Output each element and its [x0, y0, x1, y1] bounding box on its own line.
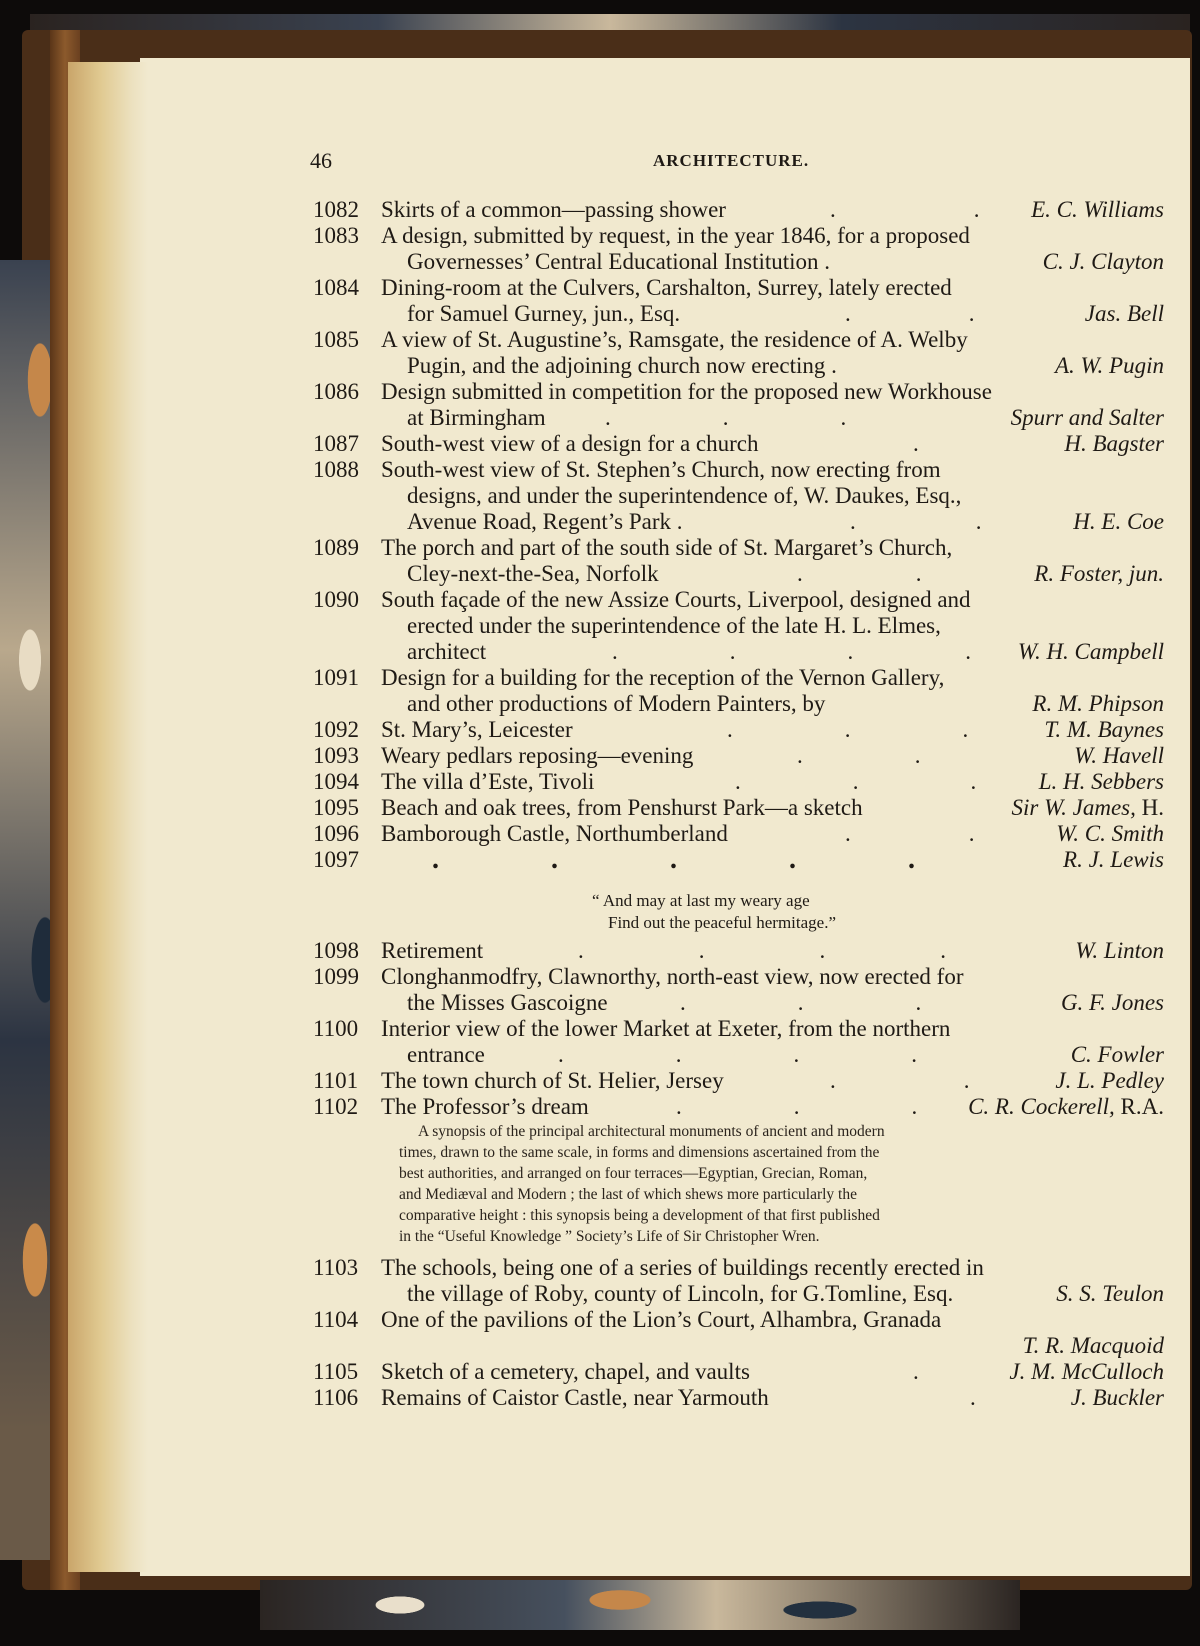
leader-dots: . . . . [558, 1042, 917, 1067]
catalogue-entry [0, 379, 1200, 405]
catalogue-entry [0, 457, 1200, 483]
catalogue-entry [0, 223, 1200, 249]
leader-dots: . . . [605, 405, 847, 430]
entry-title-line: Cley-next-the-Sea, Norfolk [407, 561, 659, 586]
catalogue-entry [0, 535, 1200, 561]
catalogue-entry [0, 844, 1200, 875]
entry-continuation [0, 509, 1200, 535]
entry-artist: Sir W. James, H. [1011, 795, 1164, 820]
entry-artist: W. Linton [1075, 938, 1164, 963]
entry-title-line: erected under the superintendence of the late H. L. Elmes, [407, 613, 941, 638]
catalogue-entry [0, 717, 1200, 743]
catalogue-entry [0, 1068, 1200, 1094]
entry-number: 1089 [313, 535, 359, 560]
entry-artist: S. S. Teulon [1056, 1281, 1164, 1306]
entry-continuation [0, 1281, 1200, 1307]
leader-dots: . . [830, 197, 980, 222]
entry-title: A view of St. Augustine’s, Ramsgate, the residence of A. Welby [381, 327, 968, 352]
catalogue-entry [0, 821, 1200, 847]
entry-title: The villa d’Este, Tivoli [381, 769, 595, 794]
entry-note-line: A synopsis of the principal architectural monuments of ancient and modern [418, 1123, 885, 1140]
catalogue-entry [0, 964, 1200, 990]
entry-title: Design submitted in competition for the proposed new Workhouse [381, 379, 992, 404]
entry-number: 1084 [313, 275, 359, 300]
entry-number: 1103 [313, 1255, 359, 1280]
catalogue-entry [0, 1385, 1200, 1411]
leader-dots: . . [845, 821, 975, 846]
entry-title: The town church of St. Helier, Jersey [381, 1068, 724, 1093]
entry-continuation [0, 353, 1200, 379]
entry-continuation [0, 990, 1200, 1016]
entry-artist: W. H. Campbell [1017, 639, 1164, 664]
entry-artist: T. M. Baynes [1044, 717, 1164, 742]
entry-number: 1087 [313, 431, 359, 456]
entry-number: 1100 [313, 1016, 359, 1041]
catalogue-entry [0, 743, 1200, 769]
leader-dots: . [913, 431, 919, 456]
entry-title: St. Mary’s, Leicester [381, 717, 573, 742]
entry-artist: Jas. Bell [1084, 301, 1164, 326]
catalogue-entry [0, 1255, 1200, 1281]
entry-note-line: comparative height : this synopsis being a development of that first published [399, 1207, 880, 1224]
entry-title: The schools, being one of a series of buildings recently erected in [381, 1255, 984, 1280]
entry-note-line: and Mediæval and Modern ; the last of which shews more particularly the [399, 1186, 857, 1203]
entry-artist: R. Foster, jun. [1034, 561, 1164, 586]
entry-number: 1098 [313, 938, 359, 963]
catalogue-entry [0, 1094, 1200, 1120]
entry-note-line: times, drawn to the same scale, in forms and dimensions ascertained from the [399, 1144, 880, 1161]
entry-number: 1099 [313, 964, 359, 989]
entry-artist: A. W. Pugin [1054, 353, 1164, 378]
leader-dots: . . . . [612, 639, 971, 664]
entry-title-line: entrance [407, 1042, 485, 1067]
verse-quotation-line: “ And may at last my weary age [592, 891, 810, 910]
catalogue-entry [0, 1359, 1200, 1385]
leader-dots: . . [830, 1068, 970, 1093]
entry-title: South-west view of a design for a church [381, 431, 759, 456]
entry-title: Sketch of a cemetery, chapel, and vaults [381, 1359, 750, 1384]
entry-number: 1097 [313, 847, 359, 872]
entry-number: 1086 [313, 379, 359, 404]
catalogue-entry [0, 1016, 1200, 1042]
leader-dots: . . . [680, 990, 922, 1015]
entry-continuation [0, 405, 1200, 431]
entry-title: Retirement [381, 938, 484, 963]
entry-number: 1102 [313, 1094, 359, 1119]
entry-title-line: for Samuel Gurney, jun., Esq. [407, 301, 681, 326]
entry-artist: J. L. Pedley [1055, 1068, 1164, 1093]
entry-title: Weary pedlars reposing—evening [381, 743, 694, 768]
entry-continuation [0, 613, 1200, 639]
entry-artist: J. M. McCulloch [1009, 1359, 1164, 1384]
entry-artist: L. H. Sebbers [1038, 769, 1164, 794]
catalogue-entry [0, 665, 1200, 691]
entry-artist: C. R. Cockerell, R.A. [968, 1094, 1164, 1119]
entry-number: 1094 [313, 769, 359, 794]
leader-dots: . . [797, 743, 921, 768]
entry-artist: R. M. Phipson [1032, 691, 1164, 716]
entry-continuation [0, 691, 1200, 717]
catalogue-entry [0, 327, 1200, 353]
catalogue-entry [0, 938, 1200, 964]
chapter-heading: ARCHITECTURE. [653, 151, 810, 170]
entry-title: Remains of Caistor Castle, near Yarmouth [381, 1385, 769, 1410]
page-number: 46 [310, 148, 332, 173]
running-head [310, 148, 1200, 178]
leader-dots: . . . [727, 717, 969, 742]
entry-note-line: in the “Useful Knowledge ” Society’s Life of Sir Christopher Wren. [399, 1228, 820, 1245]
entry-title: Beach and oak trees, from Penshurst Park—a sketch [381, 795, 863, 820]
entry-artist: H. Bagster [1064, 431, 1164, 456]
entry-title: South façade of the new Assize Courts, Liverpool, designed and [381, 587, 971, 612]
entry-title: South-west view of St. Stephen’s Church, now erecting from [381, 457, 941, 482]
entry-continuation [0, 1042, 1200, 1068]
entry-artist: H. E. Coe [1073, 509, 1164, 534]
entry-artist: W. C. Smith [1056, 821, 1164, 846]
catalogue-entry [0, 769, 1200, 795]
entry-title-line: Avenue Road, Regent’s Park . [407, 509, 683, 534]
entry-number: 1095 [313, 795, 359, 820]
entry-title: A design, submitted by request, in the year 1846, for a proposed [381, 223, 970, 248]
catalogue-entry [0, 275, 1200, 301]
entry-artist: W. Havell [1074, 743, 1164, 768]
entry-number: 1091 [313, 665, 359, 690]
entry-number: 1092 [313, 717, 359, 742]
entry-title-line: the Misses Gascoigne [407, 990, 608, 1015]
entry-title: Skirts of a common—passing shower [381, 197, 726, 222]
entry-title: Bamborough Castle, Northumberland [381, 821, 728, 846]
entry-title-line: designs, and under the superintendence of, W. Daukes, Esq., [407, 483, 962, 508]
entry-title-line: Governesses’ Central Educational Institution . [407, 249, 831, 274]
entry-number: 1096 [313, 821, 359, 846]
verse-quotation-line: Find out the peaceful hermitage.” [608, 913, 836, 932]
entry-continuation [0, 561, 1200, 587]
entry-title: Dining-room at the Culvers, Carshalton, Surrey, lately erected [381, 275, 952, 300]
entry-artist: R. J. Lewis [1063, 847, 1164, 872]
entry-number: 1106 [313, 1385, 359, 1410]
leader-dots: . . . [676, 1094, 918, 1119]
catalogue-entry [0, 587, 1200, 613]
entry-number: 1090 [313, 587, 359, 612]
entry-number: 1085 [313, 327, 359, 352]
entry-note-line: best authorities, and arranged on four terraces—Egyptian, Grecian, Roman, [399, 1165, 868, 1182]
entry-title-line: Pugin, and the adjoining church now erecting . [407, 353, 837, 378]
entry-continuation [0, 483, 1200, 509]
entry-title-line: at Birmingham [407, 405, 546, 430]
entry-number: 1093 [313, 743, 359, 768]
entry-title: Design for a building for the reception of the Vernon Gallery, [381, 665, 945, 690]
leader-dots: . [970, 1385, 976, 1410]
entry-continuation [0, 249, 1200, 275]
entry-title: The Professor’s dream [381, 1094, 589, 1119]
entry-artist: C. J. Clayton [1042, 249, 1164, 274]
leader-dots: . . [797, 561, 922, 586]
catalogue-entry [0, 1307, 1200, 1333]
entry-number: 1082 [313, 197, 359, 222]
entry-title: The porch and part of the south side of St. Margaret’s Church, [381, 535, 953, 560]
entry-title-line: and other productions of Modern Painters, by [407, 691, 826, 716]
entry-number: 1101 [313, 1068, 359, 1093]
entry-artist: T. R. Macquoid [1022, 1333, 1164, 1358]
entry-title: Interior view of the lower Market at Exeter, from the northern [381, 1016, 951, 1041]
entry-number: 1083 [313, 223, 359, 248]
entry-number: 1088 [313, 457, 359, 482]
leader-dots: . . [850, 509, 982, 534]
entry-continuation [0, 1333, 1200, 1359]
entry-artist: E. C. Williams [1031, 197, 1164, 222]
entry-number: 1105 [313, 1359, 359, 1384]
leader-dots: . [913, 1359, 919, 1384]
entry-title-line: architect [407, 639, 487, 664]
entry-continuation [0, 301, 1200, 327]
entry-artist: J. Buckler [1070, 1385, 1164, 1410]
entry-title-line: the village of Roby, county of Lincoln, for G.Tomline, Esq. [407, 1281, 954, 1306]
catalogue-entry [0, 431, 1200, 457]
leader-dots: . . . . [578, 938, 946, 963]
leader-dots: . . [845, 301, 975, 326]
entry-title: One of the pavilions of the Lion’s Court, Alhambra, Granada [381, 1307, 942, 1332]
entry-title: Clonghanmodfry, Clawnorthy, north-east view, now erected for [381, 964, 964, 989]
entry-continuation [0, 639, 1200, 665]
entry-artist: G. F. Jones [1060, 990, 1164, 1015]
catalogue-entry [0, 197, 1200, 223]
entry-number: 1104 [313, 1307, 359, 1332]
leader-dots: . . . . . [432, 844, 915, 875]
entry-artist: Spurr and Salter [1010, 405, 1164, 430]
entry-artist: C. Fowler [1070, 1042, 1164, 1067]
leader-dots: . . . [735, 769, 977, 794]
catalogue-entry [0, 795, 1200, 821]
